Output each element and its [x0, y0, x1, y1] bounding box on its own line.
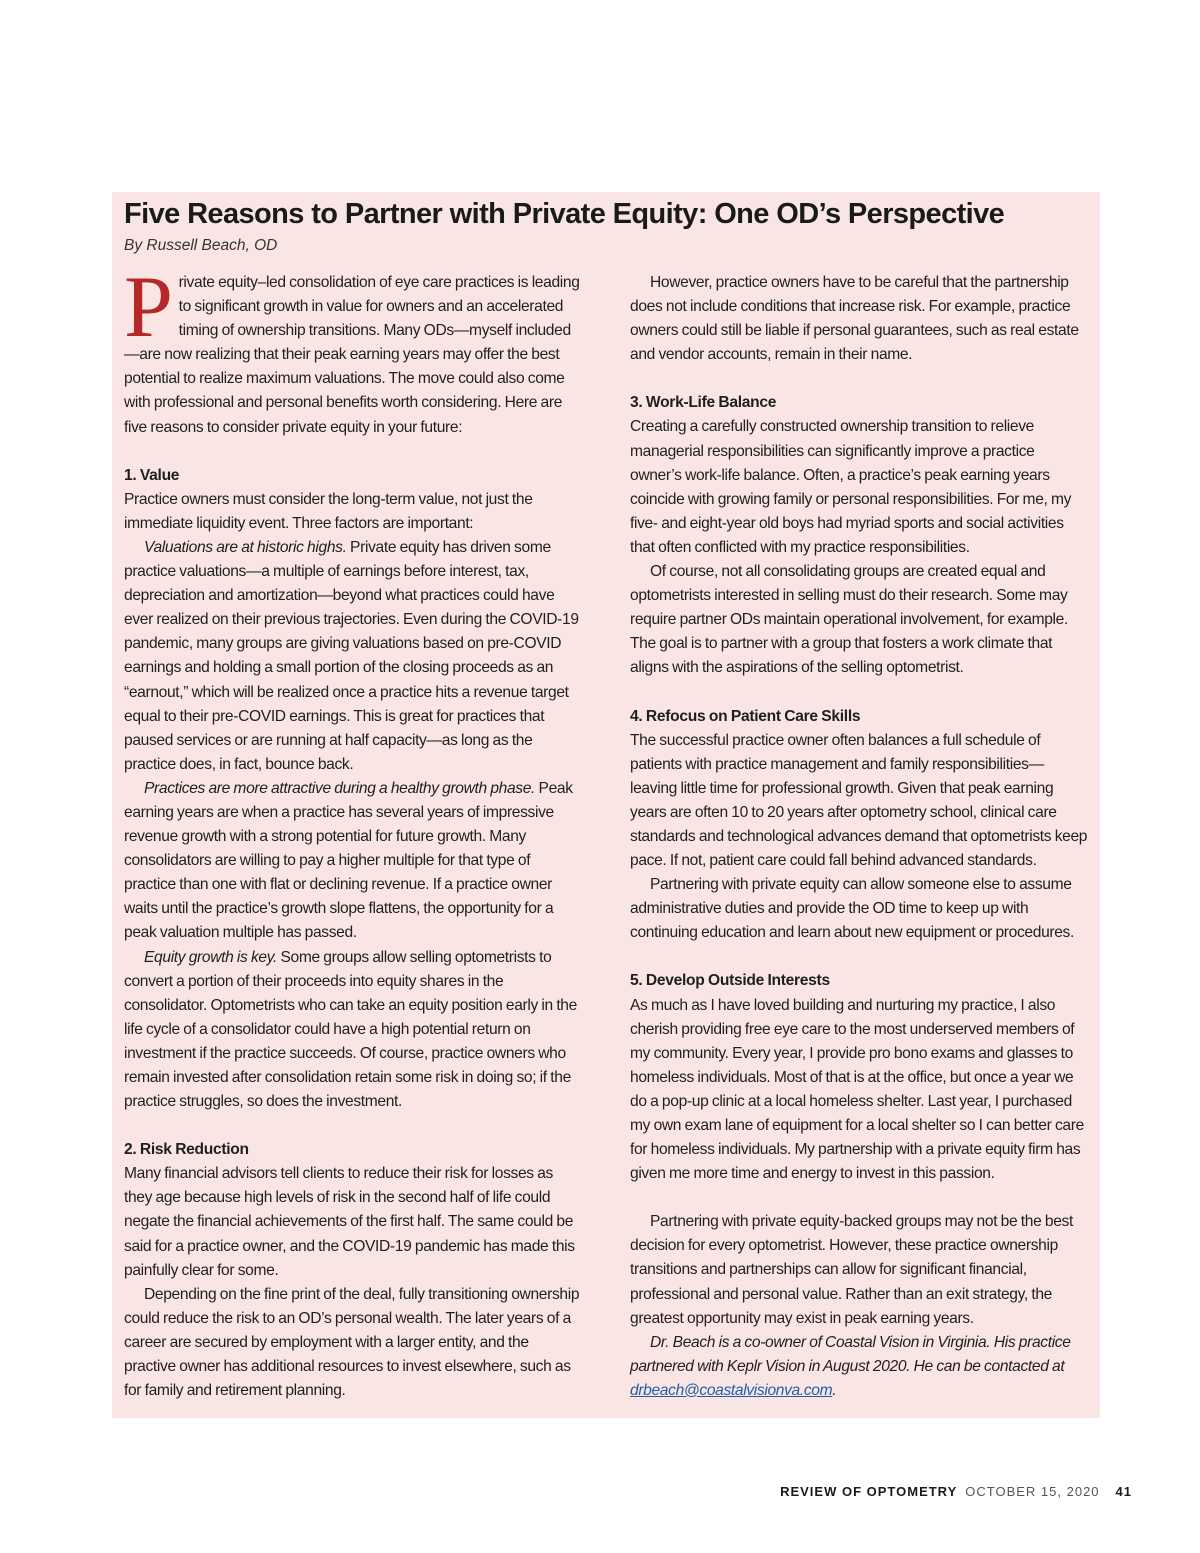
section-heading-interests: 5. Develop Outside Interests	[630, 972, 830, 990]
risk-paragraph-1: Many financial advisors tell clients to reduce their risk for losses as they age because high levels of risk in the second half of life could negate the financial achievements of the first half. The same could be said for a practice owner, and the COVID-19 pandemic has made this painfully clear for some.	[124, 1165, 575, 1279]
value-lead-in-1: Valuations are at historic highs.	[144, 538, 347, 556]
section-heading-risk: 2. Risk Reduction	[124, 1141, 249, 1159]
left-column	[124, 259, 582, 1403]
section-heading-value: 1. Value	[124, 466, 180, 484]
value-paragraph-2	[124, 536, 582, 777]
article-sidebar-box	[112, 192, 1100, 1418]
balance-paragraph-2: Of course, not all consolidating groups are created equal and optometrists interested in selling must do their research. Some may require partner ODs maintain operational involvement, for example. The goal is to partner with a group that fosters a work climate that aligns with the aspirations of the selling optometrist.	[630, 563, 1068, 677]
section-heading-refocus: 4. Refocus on Patient Care Skills	[630, 707, 861, 725]
value-paragraph-1: Practice owners must consider the long-term value, not just the immediate liquidity event. Three factors are important:	[124, 490, 533, 532]
risk-paragraph-2: Depending on the fine print of the deal, fully transitioning ownership could reduce the risk to an OD’s personal wealth. The later years of a career are secured by employment with a larger entity, and the practive owner has additional resources to invest elsewhere, such as for family and retirement planning.	[124, 1285, 580, 1400]
author-bio	[630, 1331, 1088, 1403]
drop-cap: P	[124, 259, 173, 356]
refocus-paragraph-1: The successful practice owner often balances a full schedule of patients with practice management and family responsibilities—leaving little time for professional growth. Given that peak earning years are often 10 to 20 years after optometry school, clinical care standards and technological advances demand that optometrists keep pace. If not, patient care could fall behind advanced standards.	[630, 731, 1088, 870]
value-text-3: Peak earning years are when a practice has several years of impressive revenue growth with a strong potential for future growth. Many consolidators are willing to pay a higher multiple for that type of practice than one with flat or declining revenue. If a practice owner waits until the practice’s growth slope flattens, the opportunity for a peak valuation multiple has passed.	[124, 779, 573, 942]
conclusion-paragraph: Partnering with private equity-backed groups may not be the best decision for every optometrist. However, these practice ownership transitions and partnerships can allow for significant financial, professional and personal value. Rather than an exit strategy, the greatest opportunity may exist in peak earning years.	[630, 1213, 1073, 1327]
intro-paragraph	[124, 259, 582, 440]
value-paragraph-4	[124, 946, 582, 1115]
section-heading-balance: 3. Work-Life Balance	[630, 394, 777, 412]
publication-name: REVIEW OF OPTOMETRY	[780, 1484, 958, 1499]
right-column	[630, 271, 1088, 1403]
risk-paragraph-3: However, practice owners have to be careful that the partnership does not include conditions that increase risk. For example, practice owners could still be liable if personal guarantees, such as real estate and vendor accounts, remain in their name.	[630, 274, 1079, 364]
page-footer	[0, 1484, 1132, 1499]
page-number: 41	[1115, 1484, 1132, 1499]
value-text-4: Some groups allow selling optometrists to convert a portion of their proceeds into equity shares in the consolidator. Optometrists who can take an equity position early in the life cycle of a consolidator could have a high potential return on investment if the practice succeeds. Of course, practice owners who remain invested after consolidation retain some risk in doing so; if the practice struggles, so does the investment.	[124, 948, 577, 1111]
value-lead-in-2: Practices are more attractive during a healthy growth phase.	[144, 779, 536, 797]
refocus-paragraph-2: Partnering with private equity can allow someone else to assume administrative duties and provide the OD time to keep up with continuing education and learn about new equipment or procedures.	[630, 876, 1074, 942]
paragraph-spacer	[630, 1186, 1088, 1210]
value-lead-in-3: Equity growth is key.	[144, 948, 277, 966]
intro-text: rivate equity–led consolidation of eye care practices is leading to significant growth in value for owners and an accelerated timing of ownership transitions. Many ODs—myself included—are now realizing that their peak earning years may offer the best potential to realize maximum valuations. The move could also come with professional and personal benefits worth considering. Here are five reasons to consider private equity in your future:	[124, 274, 580, 436]
balance-paragraph-1: Creating a carefully constructed ownership transition to relieve managerial responsibilities can significantly improve a practice owner’s work-life balance. Often, a practice’s peak earning years coincide with growing family or personal responsibilities. For me, my five- and eight-year old boys had myriad sports and social activities that often conflicted with my practice responsibilities.	[630, 418, 1072, 556]
article-title: Five Reasons to Partner with Private Equity: One OD’s Perspective	[124, 198, 1005, 230]
interests-paragraph-1: As much as I have loved building and nurturing my practice, I also cherish providing free eye care to the most underserved members of my community. Every year, I provide pro bono exams and glasses to homeless individuals. Most of that is at the office, but once a year we do a pop-up clinic at a local homeless shelter. Last year, I purchased my own exam lane of equipment for a local shelter so I can better care for homeless individuals. My partnership with a private equity firm has given me more time and energy to invest in this passion.	[630, 996, 1084, 1183]
author-bio-text: Dr. Beach is a co-owner of Coastal Vision in Virginia. His practice partnered with Keplr Vision in August 2020. He can be contacted at	[630, 1333, 1071, 1375]
author-email-link[interactable]: drbeach@coastalvisionva.com	[630, 1381, 833, 1399]
author-bio-end: .	[832, 1381, 837, 1399]
value-text-2: Private equity has driven some practice valuations—a multiple of earnings before interest, tax, depreciation and amortization—beyond what practices could have ever realized on their previous trajectories. Even during the COVID-19 pandemic, many groups are giving valuations based on pre-COVID earnings and holding a small portion of the closing proceeds as an “earnout,” which will be realized once a practice hits a revenue target equal to their pre-COVID earnings. This is great for practices that paused services or are running at half capacity—as long as the practice does, in fact, bounce back.	[124, 538, 579, 773]
article-byline: By Russell Beach, OD	[124, 237, 278, 254]
issue-date: OCTOBER 15, 2020	[965, 1484, 1100, 1499]
value-paragraph-3	[124, 777, 582, 946]
